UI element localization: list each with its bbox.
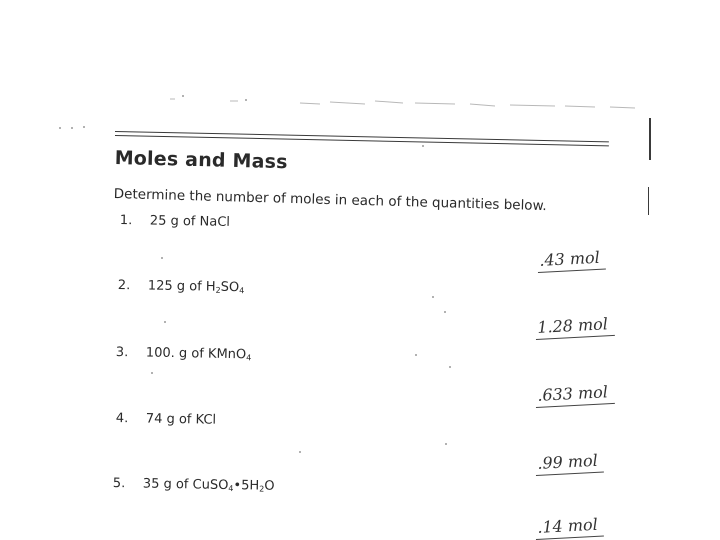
question-text: 74 g of KCl	[145, 411, 217, 428]
question-number: 3.	[115, 345, 129, 361]
question-number: 2.	[117, 278, 131, 294]
instructions-text: Determine the number of moles in each of the quantities below.	[113, 186, 547, 215]
answer-1: .43 mol	[537, 247, 607, 273]
worksheet-title: Moles and Mass	[114, 147, 288, 174]
question-2	[118, 278, 245, 295]
question-text: 35 g of $CuSO_4•5H_2O$	[142, 476, 275, 494]
page-edge-line	[649, 118, 651, 160]
faded-scan-text	[170, 95, 640, 115]
question-number: 4.	[115, 411, 129, 427]
answer-5: .14 mol	[535, 514, 605, 540]
question-number: 1.	[119, 213, 133, 229]
question-5	[113, 476, 275, 494]
question-text: 100. g of KMnO$_4$	[145, 345, 252, 363]
question-number: 5.	[112, 476, 126, 492]
question-text: 25 g of NaCl	[149, 213, 231, 230]
question-text: 125 g of $H_2SO_4$	[147, 278, 245, 296]
answer-2: 1.28 mol	[535, 314, 615, 340]
answer-4: .99 mol	[535, 450, 605, 476]
answer-3: .633 mol	[535, 382, 615, 408]
page-edge-line-lower	[648, 187, 649, 215]
question-3	[116, 345, 252, 362]
question-4	[116, 411, 216, 428]
question-1	[120, 213, 230, 230]
